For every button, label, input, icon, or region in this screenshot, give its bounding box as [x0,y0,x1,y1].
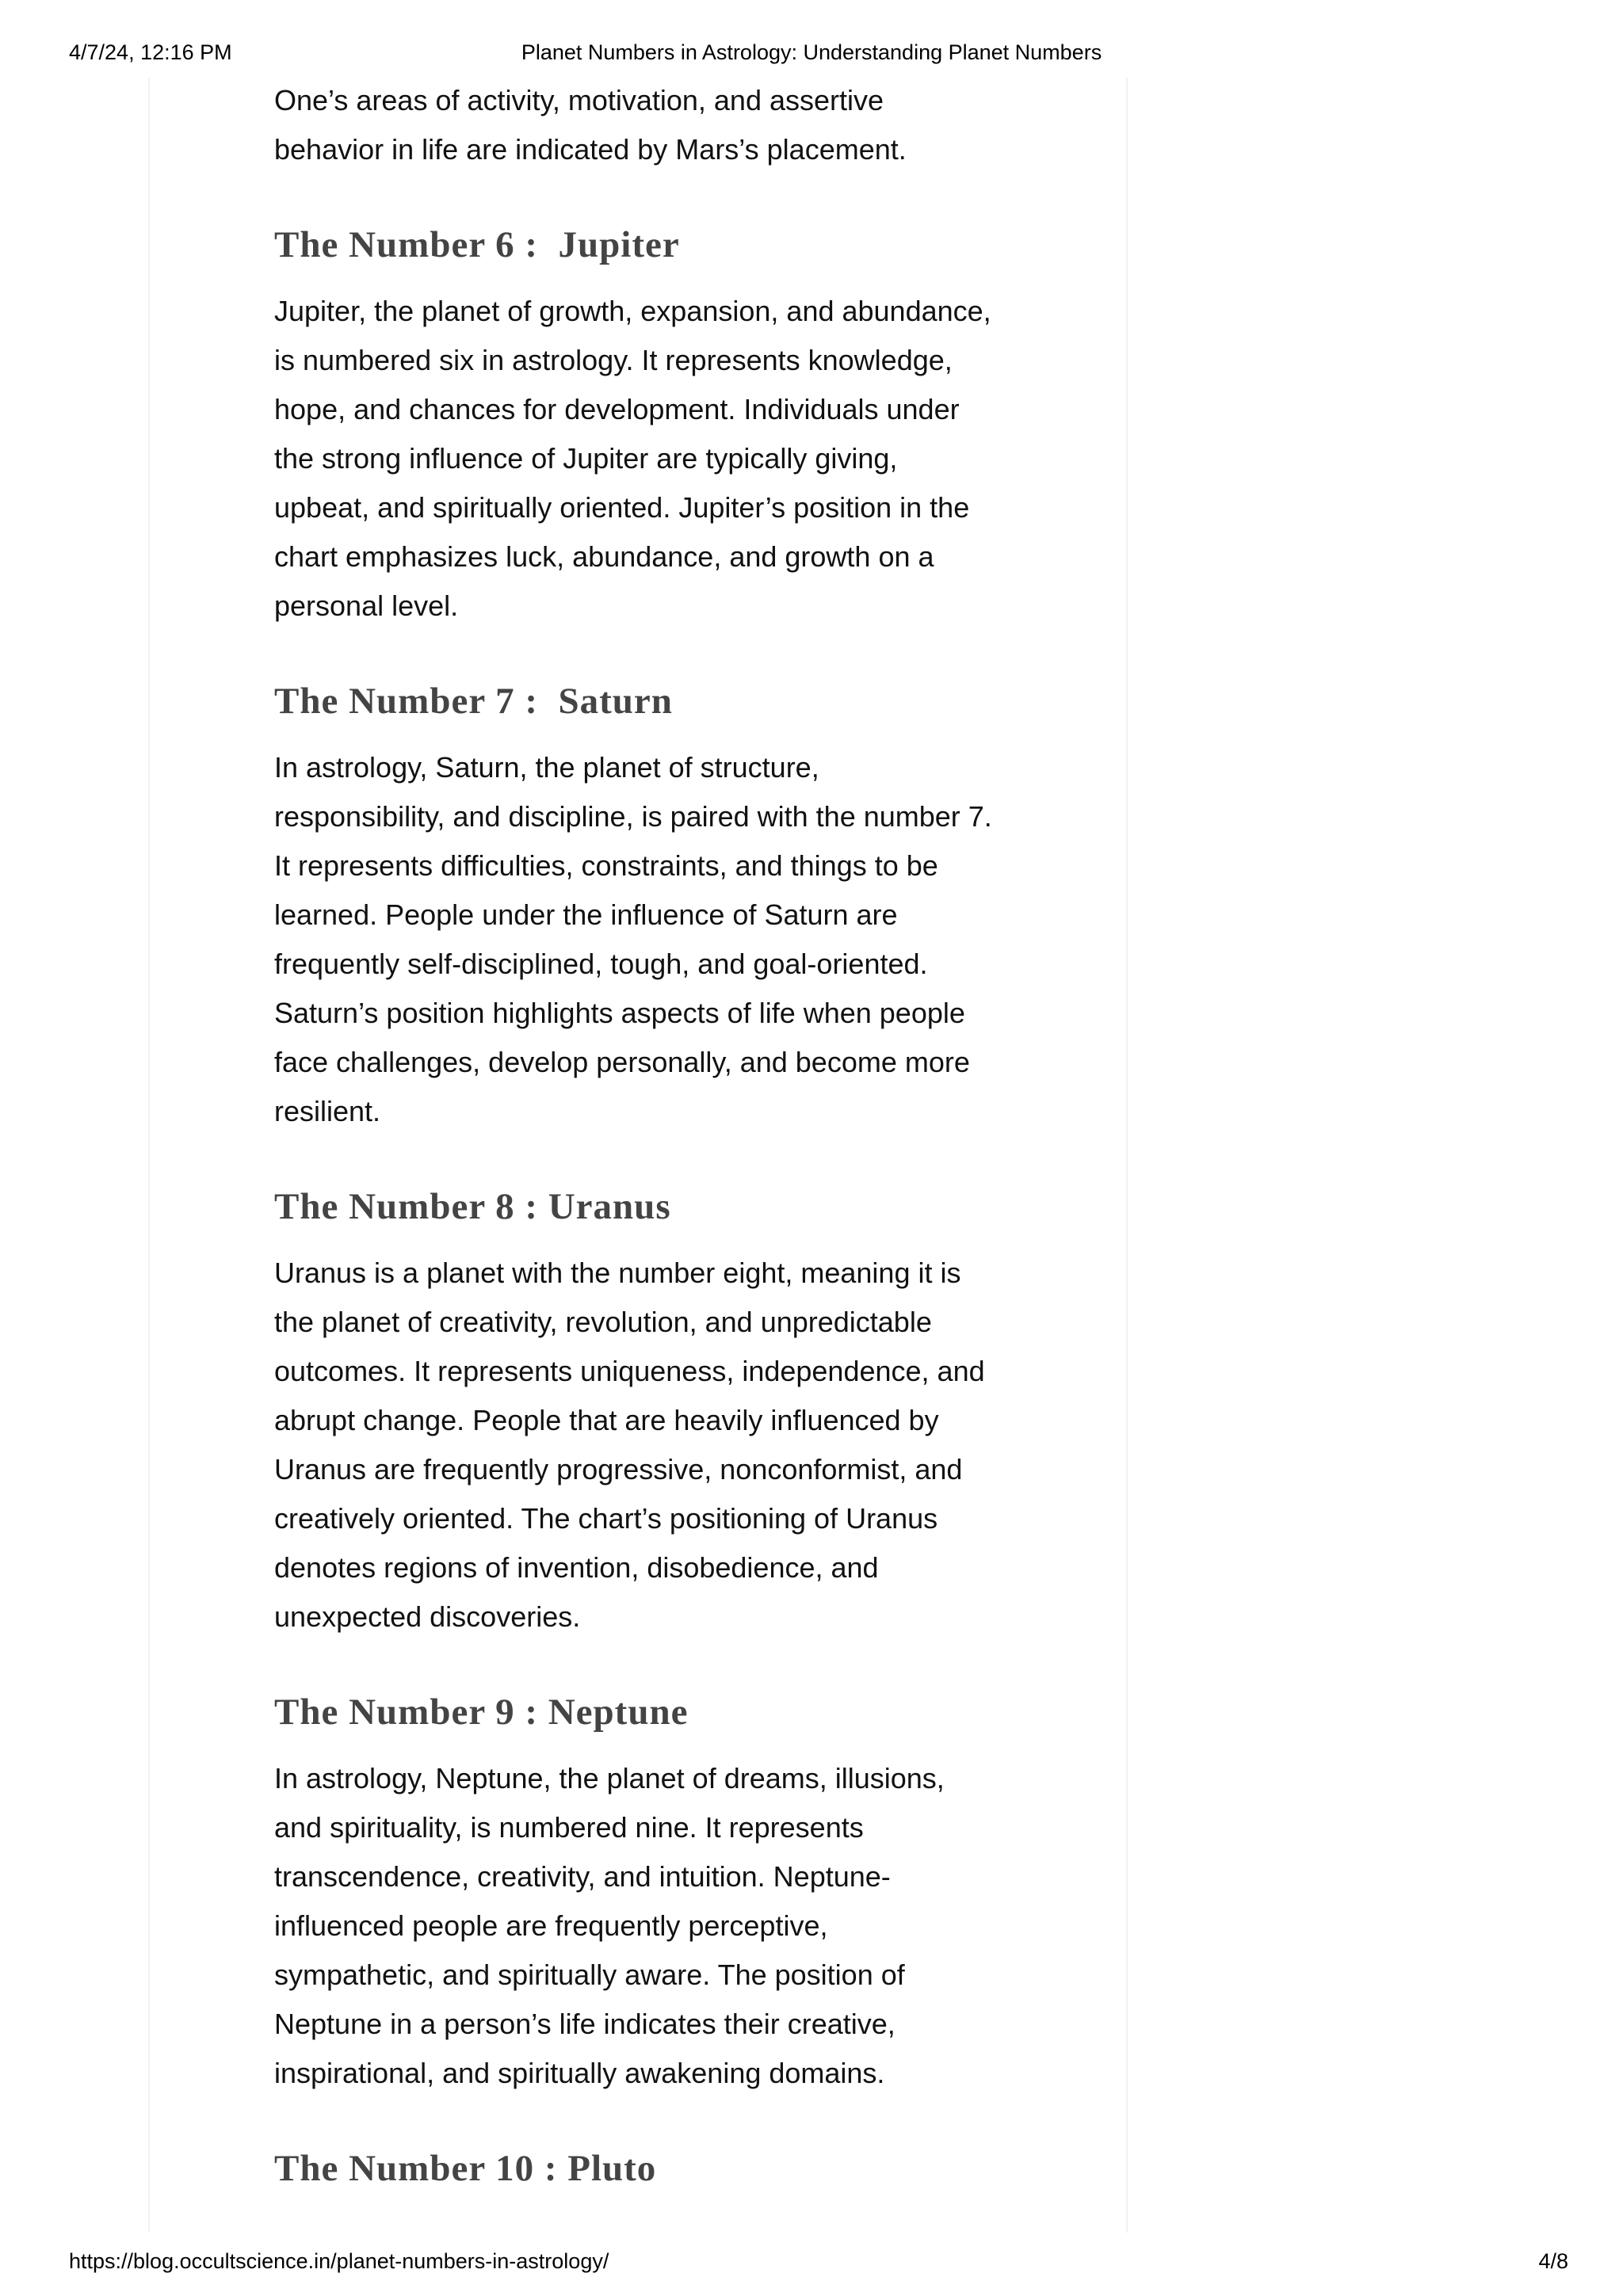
text-line: hope, and chances for development. Individuals under [274,393,960,425]
text-line: One’s areas of activity, motivation, and assertive [274,84,884,116]
text-line: transcendence, creativity, and intuition. Neptune- [274,1860,891,1893]
section-paragraph-uranus [274,1249,1011,1642]
intro-paragraph [274,76,1011,174]
text-line: frequently self-disciplined, tough, and goal-oriented. [274,948,928,980]
print-header [0,38,1623,70]
text-line: the planet of creativity, revolution, and unpredictable [274,1306,932,1338]
text-line: denotes regions of invention, disobedience, and [274,1551,879,1584]
text-line: It represents difficulties, constraints, and things to be [274,849,938,882]
section-heading-saturn: The Number 7 : Saturn [274,681,673,722]
text-line: inspirational, and spiritually awakening domains. [274,2057,885,2089]
print-date: 4/7/24, 12:16 PM [69,40,232,64]
text-line: sympathetic, and spiritually aware. The position of [274,1958,905,1991]
section-heading-neptune: The Number 9 : Neptune [274,1691,689,1733]
text-line: and spirituality, is numbered nine. It represents [274,1811,864,1844]
text-line: learned. People under the influence of Saturn are [274,898,898,931]
print-footer [0,2247,1623,2279]
section-heading-jupiter: The Number 6 : Jupiter [274,224,680,265]
section-heading-uranus: The Number 8 : Uranus [274,1186,671,1227]
text-line: personal level. [274,589,459,622]
section-heading-pluto: The Number 10 : Pluto [274,2148,657,2189]
text-line: influenced people are frequently perceptive, [274,1909,828,1942]
text-line: face challenges, develop personally, and become more [274,1046,970,1078]
text-line: Uranus is a planet with the number eight, meaning it is [274,1257,961,1289]
text-line: Uranus are frequently progressive, nonconformist, and [274,1453,963,1486]
text-line: outcomes. It represents uniqueness, independence, and [274,1355,985,1387]
text-line: In astrology, Neptune, the planet of dreams, illusions, [274,1762,945,1794]
text-line: is numbered six in astrology. It represents knowledge, [274,344,953,376]
text-line: responsibility, and discipline, is paired with the number 7. [274,800,992,833]
text-line: In astrology, Saturn, the planet of structure, [274,751,819,784]
print-page-title: Planet Numbers in Astrology: Understanding Planet Numbers [521,40,1102,64]
text-line: upbeat, and spiritually oriented. Jupiter’s position in the [274,491,970,524]
article-body [274,76,1011,2193]
print-page-url: https://blog.occultscience.in/planet-numbers-in-astrology/ [69,2249,609,2273]
section-paragraph-neptune [274,1754,1011,2098]
section-paragraph-jupiter [274,287,1011,631]
content-column-left-border [148,78,150,2233]
print-page-number: 4/8 [1538,2249,1568,2273]
text-line: Jupiter, the planet of growth, expansion, and abundance, [274,295,991,327]
text-line: unexpected discoveries. [274,1600,581,1633]
text-line: behavior in life are indicated by Mars’s placement. [274,133,907,166]
section-paragraph-saturn [274,743,1011,1136]
text-line: chart emphasizes luck, abundance, and growth on a [274,540,934,573]
text-line: the strong influence of Jupiter are typically giving, [274,442,898,475]
text-line: Saturn’s position highlights aspects of life when people [274,997,965,1029]
text-line: creatively oriented. The chart’s positioning of Uranus [274,1502,938,1535]
content-column-right-border [1126,78,1128,2233]
text-line: Neptune in a person’s life indicates their creative, [274,2008,896,2040]
text-line: resilient. [274,1095,381,1127]
text-line: abrupt change. People that are heavily influenced by [274,1404,939,1436]
